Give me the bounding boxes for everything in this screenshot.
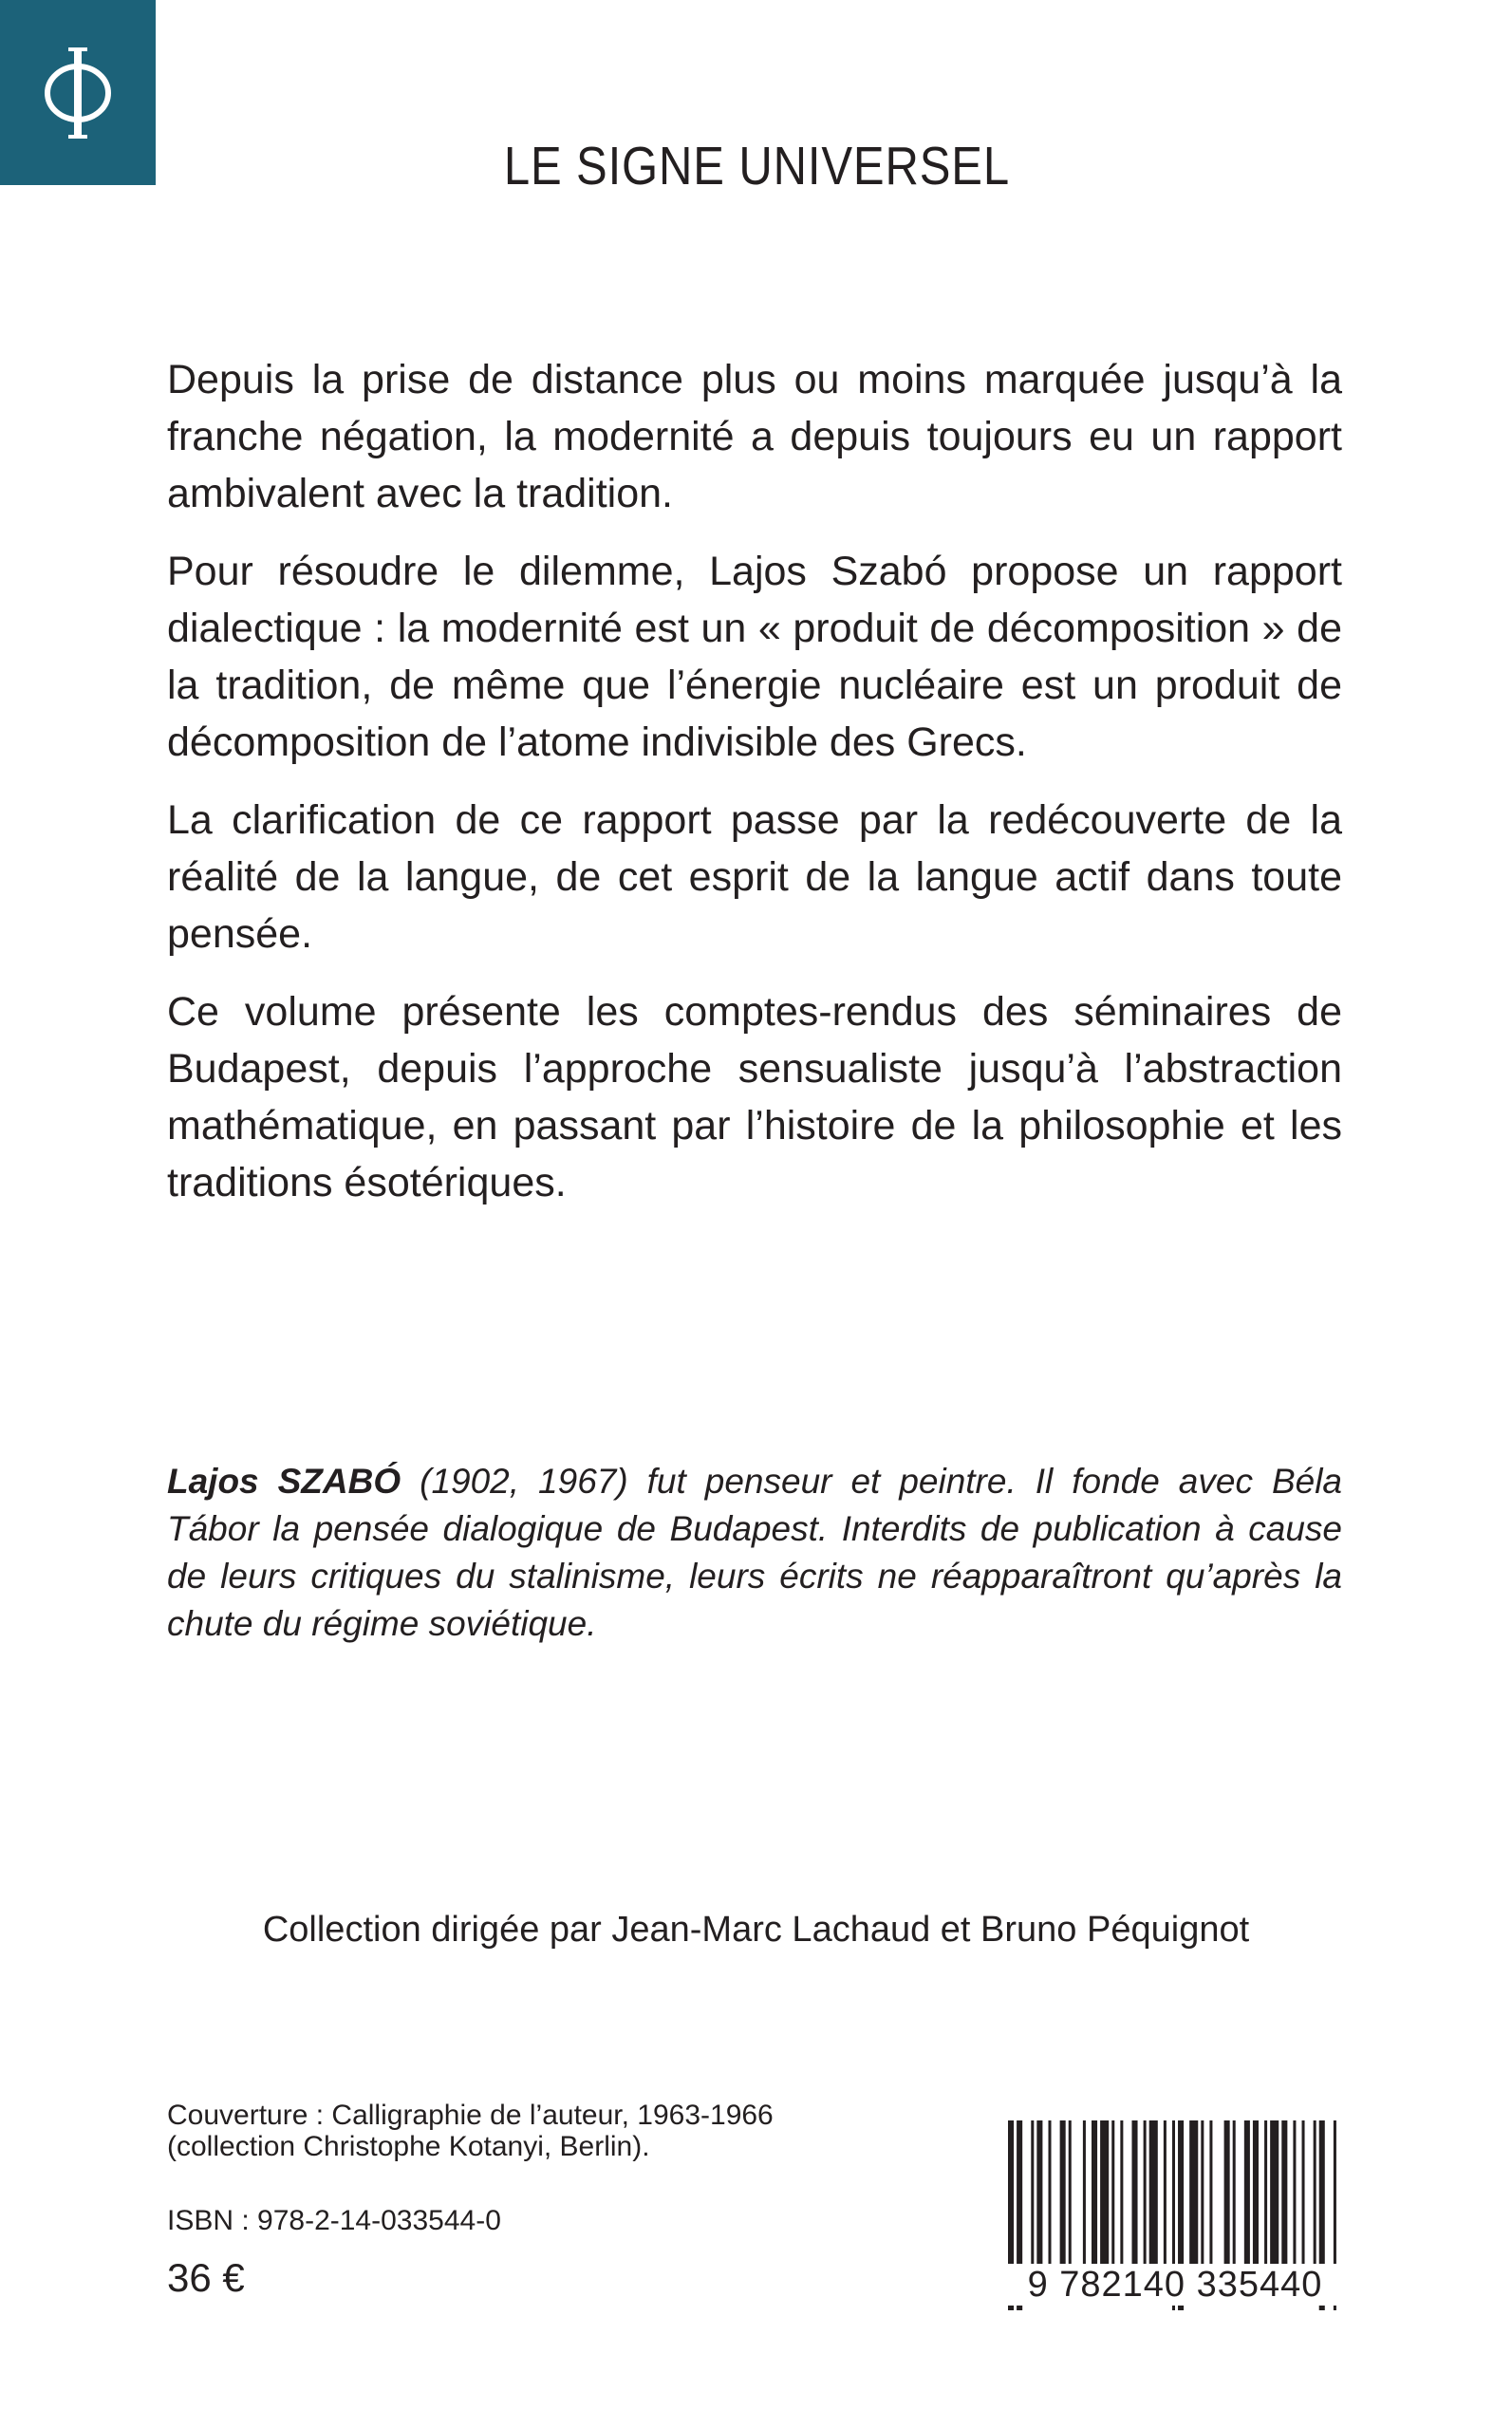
summary-paragraph: Pour résoudre le dilemme, Lajos Szabó propose un rapport dialectique : la modernité est un « produit de décomposition » de la tradition, de même que l’énergie nucléaire est un produit de décomposition de l’atome indivisible des Grecs. xyxy=(167,549,1342,765)
author-name: Lajos SZABÓ xyxy=(167,1462,401,1501)
barcode-bar xyxy=(1069,2120,1072,2272)
author-bio-text: (1902, 1967) fut penseur et peintre. Il fonde avec Béla Tábor la pensée dialogique de Budapest. Interdits de publication à cause de leurs critiques du stalinisme, leurs écrits ne réapparaîtront qu’après la chute du régime soviétique. xyxy=(167,1462,1342,1643)
barcode-digits: 9 782140 335440 xyxy=(1000,2264,1350,2306)
barcode-bar xyxy=(1120,2120,1123,2272)
barcode-bar xyxy=(1209,2120,1212,2272)
barcode-bar xyxy=(1270,2120,1279,2272)
author-bio xyxy=(167,1458,1342,1648)
barcode-bar xyxy=(1189,2120,1198,2272)
summary-paragraph: Ce volume présente les comptes-rendus des séminaires de Budapest, depuis l’approche sensualiste jusqu’à l’abstraction mathématique, en passant par l’histoire de la philosophie et les traditions ésotériques. xyxy=(167,989,1342,1205)
barcode-bar xyxy=(1144,2120,1147,2272)
barcode-bar xyxy=(1149,2120,1158,2272)
barcode-bar xyxy=(1092,2120,1097,2272)
barcode-bar xyxy=(1036,2120,1042,2272)
barcode-bar xyxy=(1111,2120,1114,2272)
barcode-bar xyxy=(1131,2120,1137,2272)
summary-paragraph: La clarification de ce rapport passe par la redécouverte de la réalité de la langue, de cet esprit de la langue actif dans toute pensée. xyxy=(167,797,1342,957)
summary-text xyxy=(167,351,1342,1232)
barcode-bar xyxy=(1264,2120,1267,2272)
barcode-bar xyxy=(1201,2120,1204,2272)
barcode-bar xyxy=(1224,2120,1230,2272)
barcode-bar xyxy=(1281,2120,1287,2272)
barcode-bar xyxy=(1164,2120,1167,2272)
isbn: ISBN : 978-2-14-033544-0 xyxy=(167,2205,501,2236)
barcode-bar xyxy=(1293,2120,1296,2272)
book-title: LE SIGNE UNIVERSEL xyxy=(503,136,1010,196)
summary-paragraph: Depuis la prise de distance plus ou moins marquée jusqu’à la franche négation, la modernité a depuis toujours eu un rapport ambivalent avec la tradition. xyxy=(167,357,1342,516)
phi-logo-icon xyxy=(30,36,125,150)
barcode-bar xyxy=(1244,2120,1250,2272)
barcode-bar xyxy=(1031,2120,1034,2272)
barcode-bar xyxy=(1060,2120,1066,2272)
barcode-bar xyxy=(1048,2120,1051,2272)
price: 36 € xyxy=(167,2255,245,2300)
collection-credit: Collection dirigée par Jean-Marc Lachaud et Bruno Péquignot xyxy=(262,1910,1250,1950)
barcode-bar xyxy=(1314,2120,1316,2272)
barcode-bar xyxy=(1302,2120,1305,2272)
barcode-bar xyxy=(1253,2120,1259,2272)
barcode-bar xyxy=(1233,2120,1236,2272)
barcode-bar xyxy=(1083,2120,1086,2272)
cover-credit-line: (collection Christophe Kotanyi, Berlin). xyxy=(167,2131,650,2162)
barcode-bar xyxy=(1100,2120,1109,2272)
cover-credit-line: Couverture : Calligraphie de l’auteur, 1963-1966 xyxy=(167,2100,774,2131)
cover-credit xyxy=(167,2100,774,2162)
